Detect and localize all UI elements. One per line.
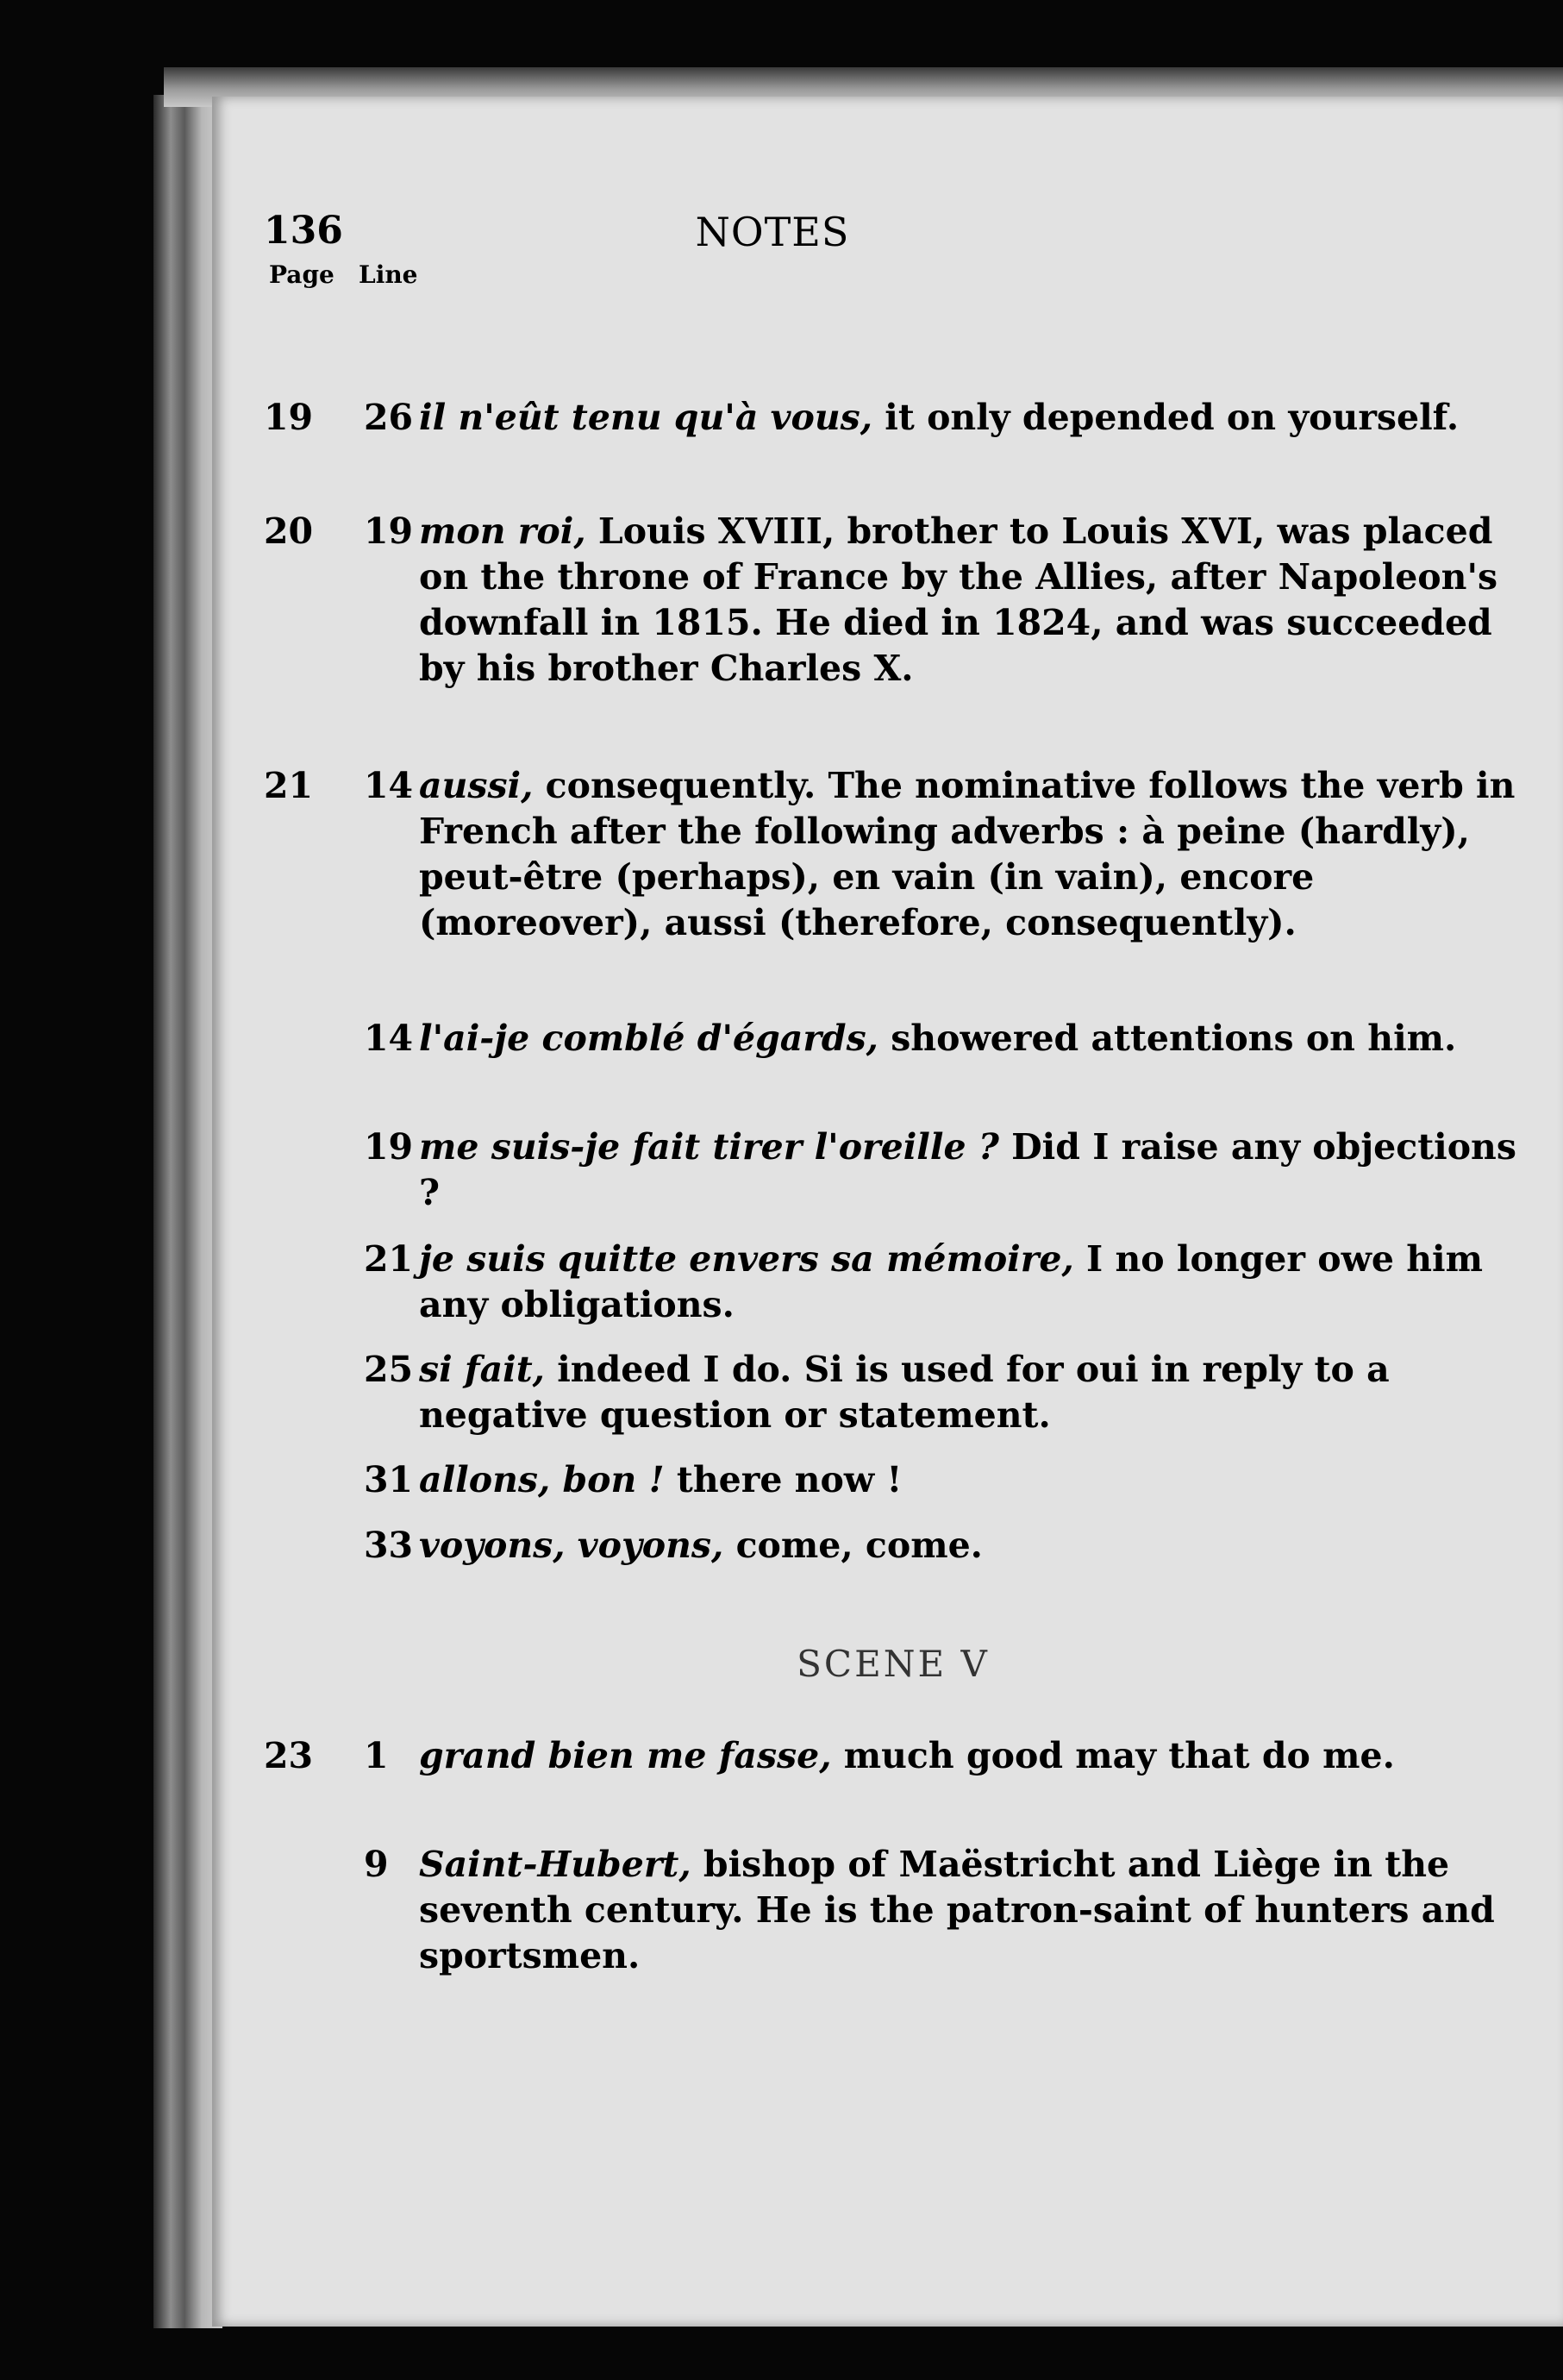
note-term: l'ai-je comblé d'égards,	[419, 1018, 878, 1059]
note-term: aussi,	[419, 765, 534, 806]
note-term: il n'eût tenu qu'à vous,	[419, 397, 873, 438]
page-column-heading: Page	[269, 260, 334, 289]
note-term: mon roi,	[419, 510, 586, 552]
note-line: 19	[364, 510, 414, 552]
note-gloss: consequently. The nominative follows the verb in French after the following adverbs : à peine (hardly), peut-être (perhaps), en vain (in vain), encore (moreover), aussi (therefore, consequently).	[419, 765, 1516, 943]
page-header	[264, 209, 1281, 260]
note-line: 9	[364, 1844, 389, 1885]
note-line: 33	[364, 1525, 414, 1566]
note-text	[419, 1124, 1522, 1216]
note-term: grand bien me fasse,	[419, 1735, 832, 1776]
page-number: 136	[264, 209, 343, 253]
note-line: 31	[364, 1459, 414, 1500]
note-text	[419, 1016, 1522, 1062]
note-text	[419, 509, 1522, 692]
note-line: 14	[364, 1018, 414, 1059]
note-gloss: it only depended on yourself.	[872, 397, 1460, 438]
note-line: 1	[364, 1735, 389, 1776]
note-text	[419, 1523, 1522, 1569]
note-term: me suis-je fait tirer l'oreille ?	[419, 1126, 999, 1168]
note-gloss: Louis XVIII, brother to Louis XVI, was placed on the throne of France by the Allies, after Napoleon's downfall in 1815. He died in 1824, and was succeeded by his brother Charles X.	[419, 510, 1498, 689]
note-gloss: much good may that do me.	[831, 1735, 1395, 1776]
note-page: 20	[264, 510, 314, 552]
note-gloss: I no longer owe him any obligations.	[419, 1238, 1484, 1325]
note-text	[419, 1457, 1522, 1503]
note-gloss: Did I raise any objections ?	[419, 1126, 1516, 1213]
note-line: 26	[364, 397, 414, 438]
scene-heading: SCENE V	[797, 1643, 990, 1685]
note-page: 21	[264, 765, 314, 806]
note-gloss: indeed I do. Si is used for oui in reply to a negative question or statement.	[419, 1349, 1390, 1436]
note-text	[419, 1733, 1522, 1779]
note-page: 19	[264, 397, 314, 438]
note-line: 21	[364, 1238, 414, 1280]
note-text	[419, 1237, 1522, 1328]
note-text	[419, 763, 1522, 946]
note-term: voyons, voyons,	[419, 1525, 724, 1566]
note-text	[419, 1842, 1522, 1979]
line-column-heading: Line	[359, 260, 418, 289]
note-term: si fait,	[419, 1349, 545, 1390]
note-text	[419, 395, 1522, 441]
running-head: NOTES	[695, 209, 850, 255]
note-text	[419, 1347, 1522, 1438]
note-line: 14	[364, 765, 414, 806]
note-line: 25	[364, 1349, 414, 1390]
note-page: 23	[264, 1735, 314, 1776]
note-gloss: showered attentions on him.	[878, 1018, 1457, 1059]
note-gloss: come, come.	[723, 1525, 983, 1566]
note-line: 19	[364, 1126, 414, 1168]
note-gloss: there now !	[664, 1459, 903, 1500]
note-term: je suis quitte envers sa mémoire,	[419, 1238, 1074, 1280]
note-gloss: bishop of Maëstricht and Liège in the seventh century. He is the patron-saint of hunters and sportsmen.	[419, 1844, 1495, 1976]
note-term: Saint-Hubert,	[419, 1844, 691, 1885]
note-term: allons, bon !	[419, 1459, 665, 1500]
